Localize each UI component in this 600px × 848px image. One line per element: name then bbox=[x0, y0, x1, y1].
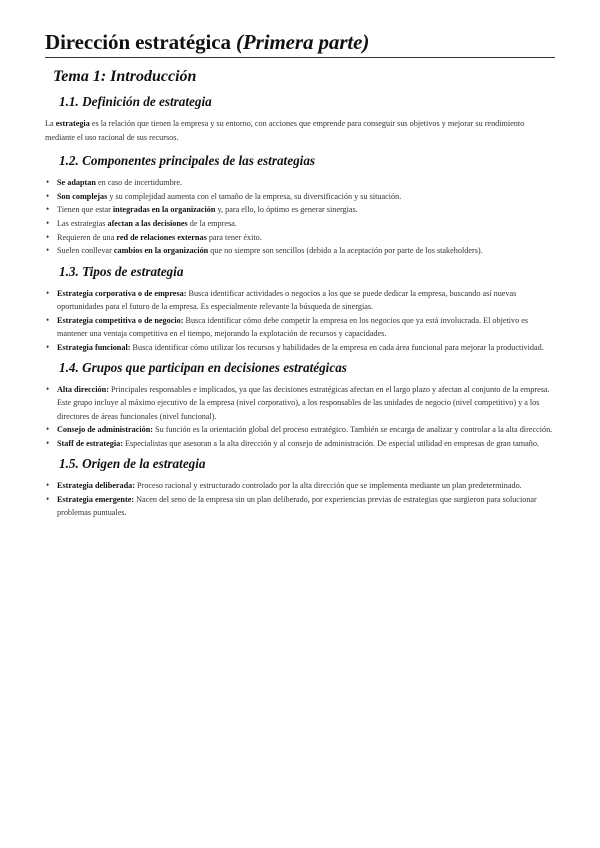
section-heading: 1.1. Definición de estrategia bbox=[59, 94, 212, 109]
chapter-heading: Tema 1: Introducción bbox=[53, 68, 197, 85]
text-run: Las estrategias bbox=[57, 219, 108, 229]
list-item bbox=[45, 244, 555, 257]
bold-term: red de relaciones externas bbox=[116, 232, 207, 242]
text-run: Tienen que estar bbox=[57, 205, 113, 215]
list-item bbox=[45, 217, 555, 230]
list-item bbox=[45, 287, 555, 314]
bold-term: estrategia bbox=[55, 119, 90, 128]
text-run: de la empresa. bbox=[187, 219, 237, 229]
section-paragraph bbox=[45, 117, 555, 144]
list-item bbox=[45, 341, 555, 354]
text-run: es la relación que tienen la empresa y su entorno, con acciones que emprende para conseguir sus objetivos y mejorar su rendimiento mediante el uso racional de sus recursos. bbox=[45, 119, 525, 142]
text-run: en caso de incertidumbre. bbox=[95, 178, 183, 187]
list-item bbox=[45, 231, 555, 244]
bold-term: Estrategia funcional: bbox=[57, 342, 131, 352]
bold-term: Alta dirección: bbox=[57, 385, 109, 394]
bold-term: Estrategia deliberada: bbox=[57, 481, 135, 491]
text-run: Suelen conllevar bbox=[57, 246, 114, 256]
section bbox=[45, 153, 555, 258]
text-run: y, para ello, lo óptimo es generar sinergias. bbox=[215, 205, 358, 215]
sections-container bbox=[45, 94, 555, 520]
list-item bbox=[45, 493, 555, 520]
text-run: Especialistas que asesoran a la alta dirección y al consejo de administración. De especial utilidad en empresas de gran tamaño. bbox=[122, 438, 539, 448]
title-main: Dirección estratégica bbox=[45, 30, 231, 54]
bold-term: Estrategia corporativa o de empresa: bbox=[57, 288, 187, 298]
bold-term: Son complejas bbox=[57, 191, 108, 201]
bold-term: afectan a las decisiones bbox=[107, 219, 188, 229]
section-heading: 1.3. Tipos de estrategia bbox=[59, 263, 184, 279]
text-run: Busca identificar cómo utilizar los recursos y habilidades de la empresa en cada área funcional para mejorar la productividad. bbox=[130, 342, 544, 352]
text-run: Proceso racional y estructurado controlado por la alta dirección que se implementa mediante un plan predeterminado. bbox=[135, 481, 522, 491]
bold-term: integradas en la organización bbox=[112, 205, 216, 215]
title-subtitle: (Primera parte) bbox=[236, 30, 370, 54]
list-item bbox=[45, 314, 555, 341]
section bbox=[45, 94, 555, 144]
section bbox=[45, 456, 555, 519]
text-run: Busca identificar actividades o negocios a los que se puede dedicar la empresa, buscando así nuevas oportunidades para el futuro de la empresa. Es especialmente relevante la búsqueda de sinergias. bbox=[57, 288, 517, 312]
text-run: para tener éxito. bbox=[206, 232, 262, 242]
bold-term: Staff de estrategia: bbox=[57, 438, 123, 448]
text-run: Nacen del seno de la empresa sin un plan deliberado, por experiencias previas de estrategias que surgieron para solucionar problemas puntuales. bbox=[57, 494, 537, 518]
list-item bbox=[45, 176, 555, 189]
section-heading: 1.2. Componentes principales de las estrategias bbox=[59, 153, 316, 168]
bullet-list bbox=[45, 287, 555, 354]
text-run: Principales responsables e implicados, ya que las decisiones estratégicas afectan en el largo plazo y afectan al conjunto de la empresa. Este grupo incluye al máximo ejecutivo de la empresa (nivel corporativo), a los responsables de las unidades de negocio (nivel competitivo) y a los directores de áreas funcionales (nivel funcional). bbox=[57, 385, 550, 421]
bold-term: cambios en la organización bbox=[113, 246, 209, 256]
bold-term: Se adaptan bbox=[57, 178, 96, 187]
list-item bbox=[45, 437, 555, 450]
bullet-list bbox=[45, 176, 555, 258]
list-item bbox=[45, 479, 555, 492]
text-run: que no siempre son sencillos (debido a la aceptación por parte de los stakeholders). bbox=[208, 246, 483, 256]
list-item bbox=[45, 203, 555, 216]
list-item bbox=[45, 423, 555, 436]
section bbox=[45, 264, 555, 354]
bullet-list bbox=[45, 383, 555, 450]
list-item bbox=[45, 383, 555, 423]
section-heading: 1.5. Origen de la estrategia bbox=[59, 456, 206, 472]
document-title bbox=[45, 30, 555, 58]
text-run: Busca identificar cómo debe competir la empresa en los negocios que ya está involucrada. El objetivo es mantener una ventaja competitiva en el tiempo, mejorando la explotación de recursos y capacidades. bbox=[57, 315, 529, 339]
list-item bbox=[45, 190, 555, 203]
bullet-list bbox=[45, 479, 555, 519]
bold-term: Estrategia emergente: bbox=[57, 494, 135, 504]
section bbox=[45, 360, 555, 450]
text-run: y su complejidad aumenta con el tamaño de la empresa, su diversificación y su situación. bbox=[107, 191, 402, 201]
text-run: La bbox=[45, 119, 56, 128]
text-run: Requieren de una bbox=[57, 232, 117, 242]
section-heading: 1.4. Grupos que participan en decisiones estratégicas bbox=[59, 360, 347, 375]
text-run: Su función es la orientación global del proceso estratégico. También se encarga de analizar y controlar a la alta dirección. bbox=[152, 425, 553, 435]
bold-term: Estrategia competitiva o de negocio: bbox=[57, 315, 184, 325]
bold-term: Consejo de administración: bbox=[57, 425, 153, 435]
